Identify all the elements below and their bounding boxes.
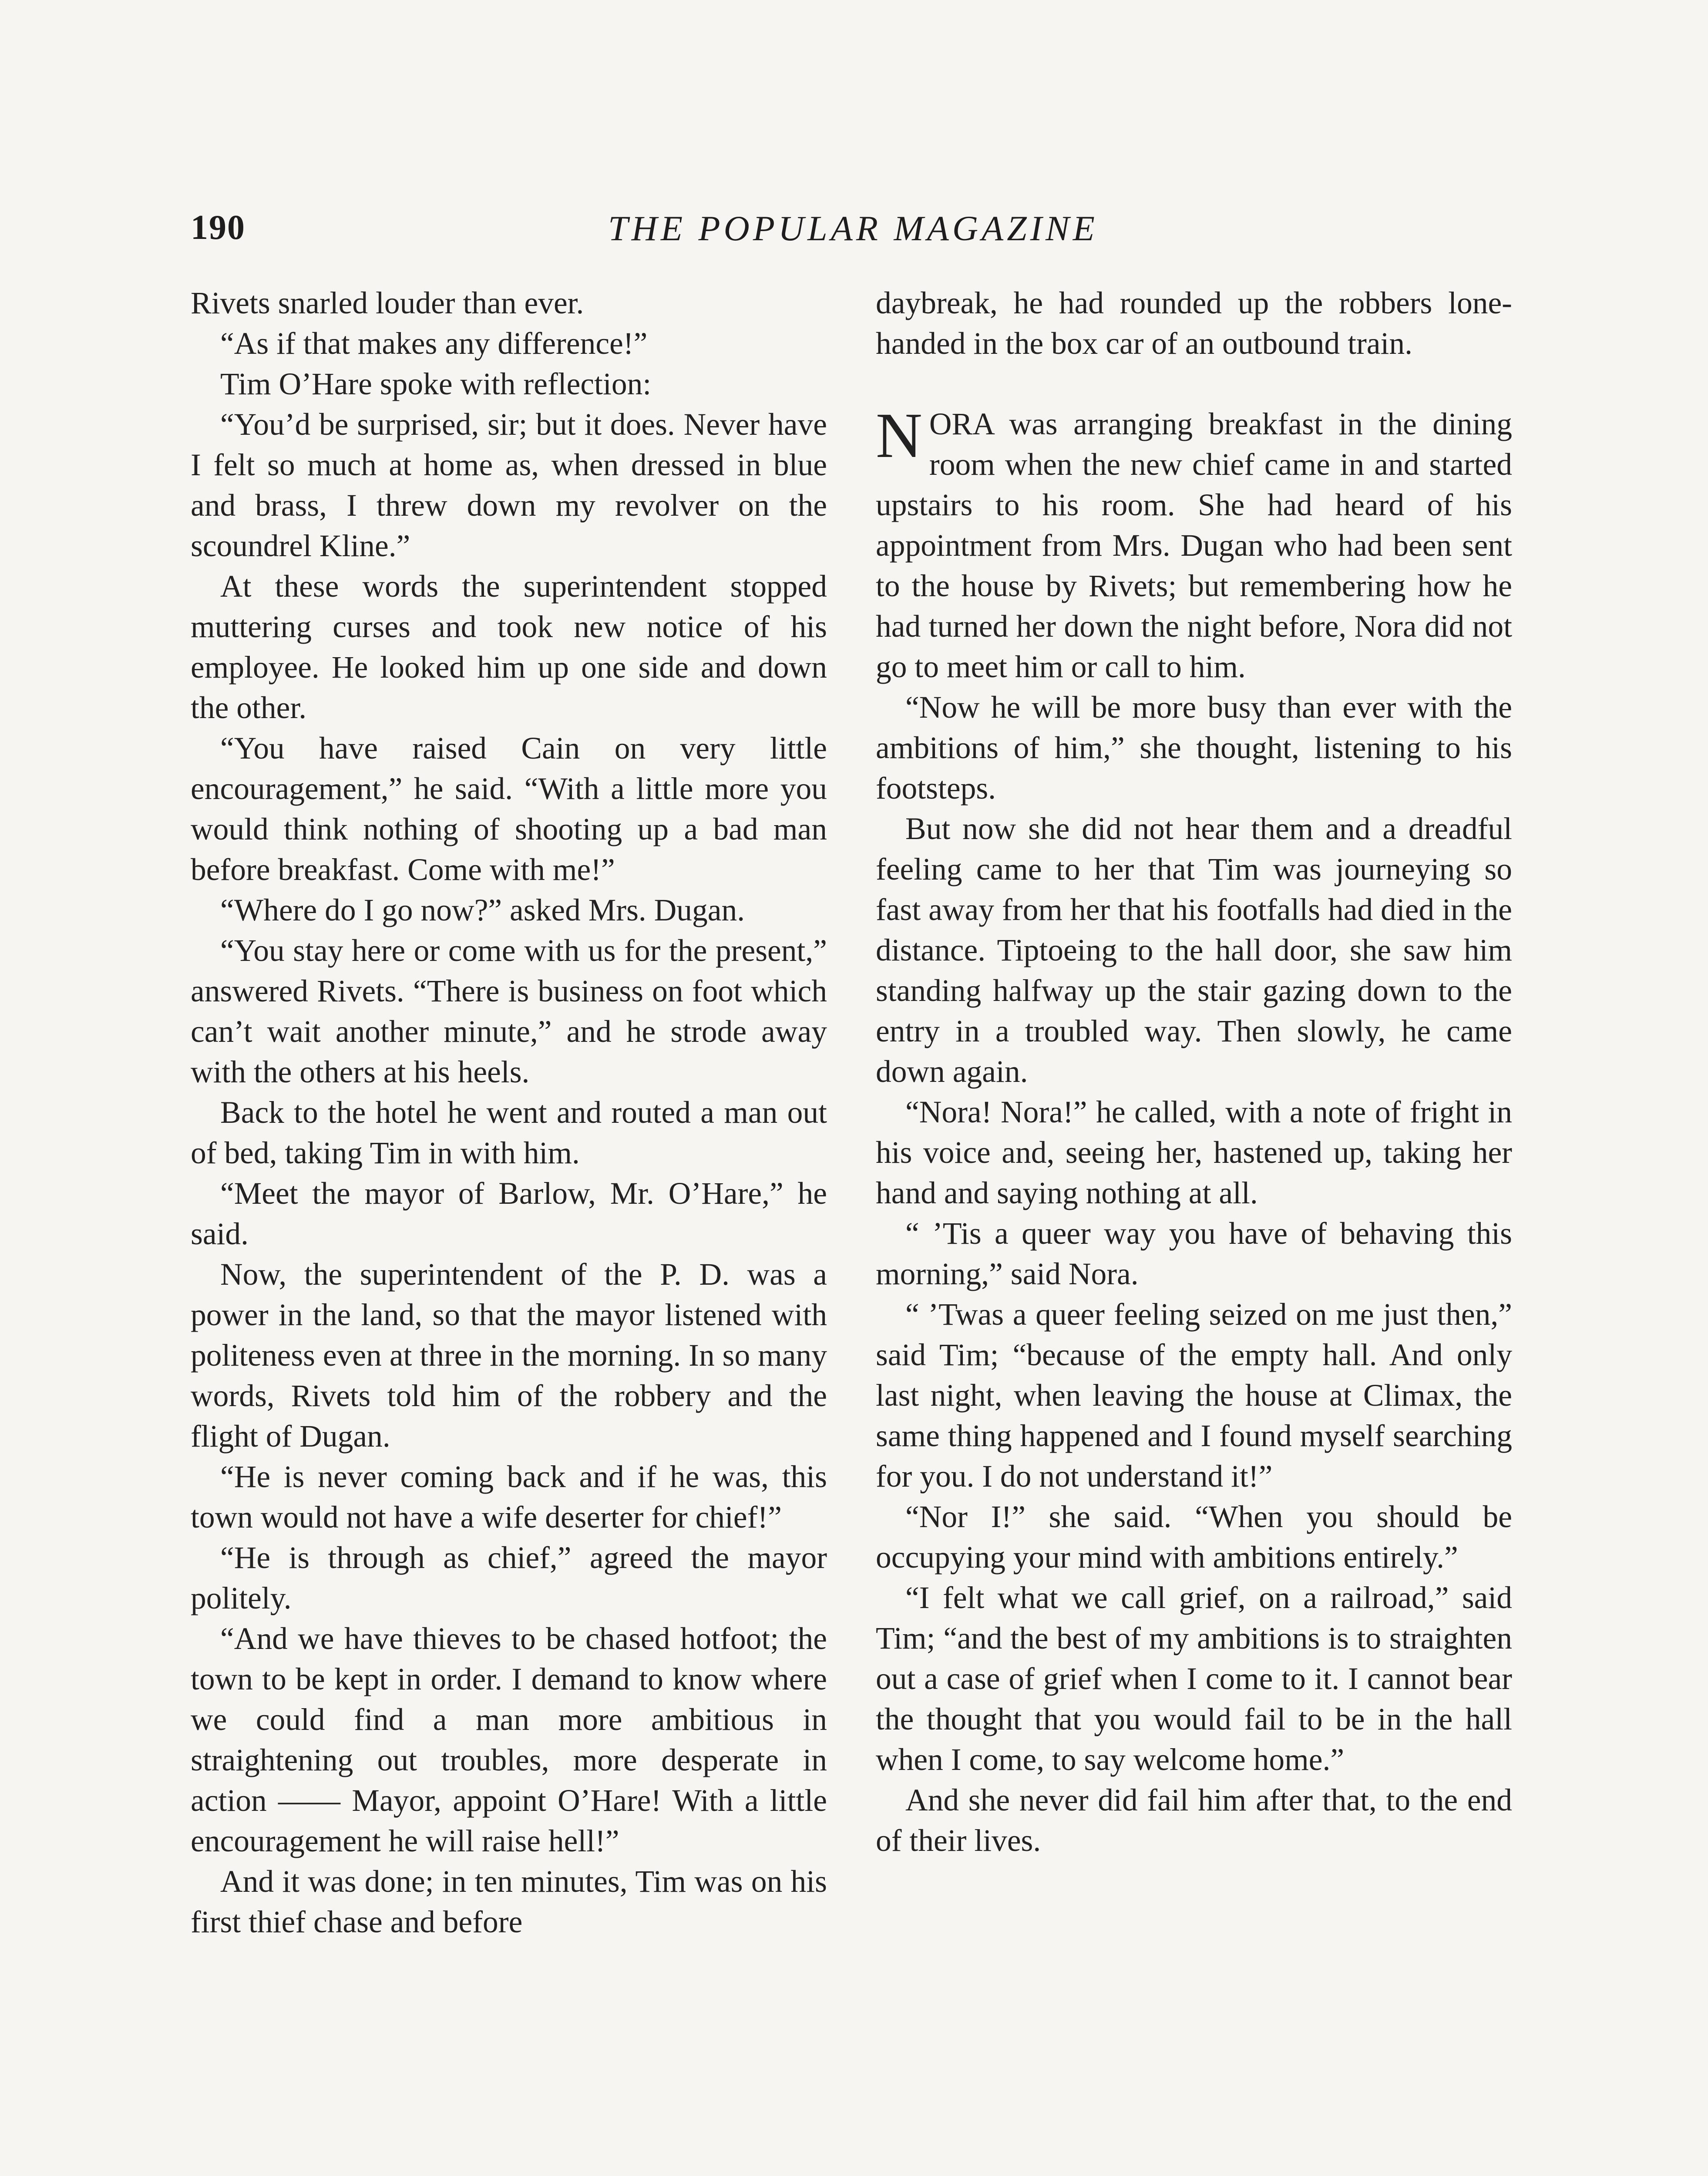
paragraph: “You’d be surprised, sir; but it does. Never have I felt so much at home as, when dressed in blue and brass, I threw down my revolver on the scoundrel Kline.” [191,407,827,563]
paragraph: “He is never coming back and if he was, this town would not have a wife deserter for chief!” [191,1460,827,1535]
drop-cap: N [876,400,922,471]
paragraph: At these words the superintendent stopped muttering curses and took new notice of his employee. He looked him up one side and down the other. [191,569,827,725]
paragraph: “Meet the mayor of Barlow, Mr. O’Hare,” he said. [191,1176,827,1251]
page-header [191,208,1516,260]
paragraph: “Nora! Nora!” he called, with a note of fright in his voice and, seeing her, hastened up, taking her hand and saying nothing at all. [876,1095,1512,1210]
paragraph: “Nor I!” she said. “When you should be occupying your mind with ambitions entirely.” [876,1500,1512,1575]
paragraph: “Where do I go now?” asked Mrs. Dugan. [220,893,745,927]
section-break [876,364,1512,404]
paragraph: “You have raised Cain on very little encouragement,” he said. “With a little more you would think nothing of shooting up a bad man before breakfast. Come with me!” [191,731,827,887]
paragraph: But now she did not hear them and a dreadful feeling came to her that Tim was journeying so fast away from her that his footfalls had died in the distance. Tiptoeing to the hall door, she saw him standing halfway up the stair gazing down to the entry in a troubled way. Then slowly, he came down again. [876,812,1512,1089]
paragraph: “As if that makes any difference!” [220,326,648,361]
paragraph-with-dropcap [876,400,1512,687]
paragraph: Now, the superintendent of the P. D. was a power in the land, so that the mayor listened with politeness even at three in the morning. In so many words, Rivets told him of the robbery and the flight of Dugan. [191,1257,827,1454]
page-number: 190 [191,208,245,247]
paragraph: Rivets snarled louder than ever. [191,286,584,320]
left-column [191,283,827,1942]
running-head: THE POPULAR MAGAZINE [608,208,1098,248]
paragraph: “You stay here or come with us for the present,” answered Rivets. “There is business on foot which can’t wait another minute,” and he strode away with the others at his heels. [191,934,827,1089]
paragraph: “I felt what we call grief, on a railroad,” said Tim; “and the best of my ambitions is to straighten out a case of grief when I come to it. I cannot bear the thought that you would fail to be in the hall when I come, to say welcome home.” [876,1581,1512,1777]
paragraph: “ ’Tis a queer way you have of behaving this morning,” said Nora. [876,1216,1512,1291]
paragraph: Tim O’Hare spoke with reflection: [220,367,652,401]
dropcap-paragraph-text: ORA was arranging breakfast in the dining room when the new chief came in and started upstairs to his room. She had heard of his appointment from Mrs. Dugan who had been sent to the house by Rivets; but remembering how he had turned her down the night before, Nora did not go to meet him or call to him. [876,407,1512,684]
paragraph: Back to the hotel he went and routed a man out of bed, taking Tim in with him. [191,1095,827,1170]
paragraph: “And we have thieves to be chased hotfoot; the town to be kept in order. I demand to know where we could find a man more ambitious in straightening out troubles, more desperate in action —— Mayor, appoint O’Hare! With a little encouragement he will raise hell!” [191,1622,827,1858]
paragraph: “ ’Twas a queer feeling seized on me just then,” said Tim; “because of the empty hall. And only last night, when leaving the house at Climax, the same thing happened and I found myself searching for you. I do not understand it!” [876,1297,1512,1494]
paragraph: “He is through as chief,” agreed the mayor politely. [191,1541,827,1615]
right-column [876,283,1512,1861]
paragraph-continuation: daybreak, he had rounded up the robbers lone-handed in the box car of an outbound train. [876,286,1512,361]
paragraph: And she never did fail him after that, to the end of their lives. [876,1783,1512,1858]
paragraph: And it was done; in ten minutes, Tim was on his first thief chase and before [191,1864,827,1939]
paragraph: “Now he will be more busy than ever with the ambitions of him,” she thought, listening to his footsteps. [876,690,1512,806]
